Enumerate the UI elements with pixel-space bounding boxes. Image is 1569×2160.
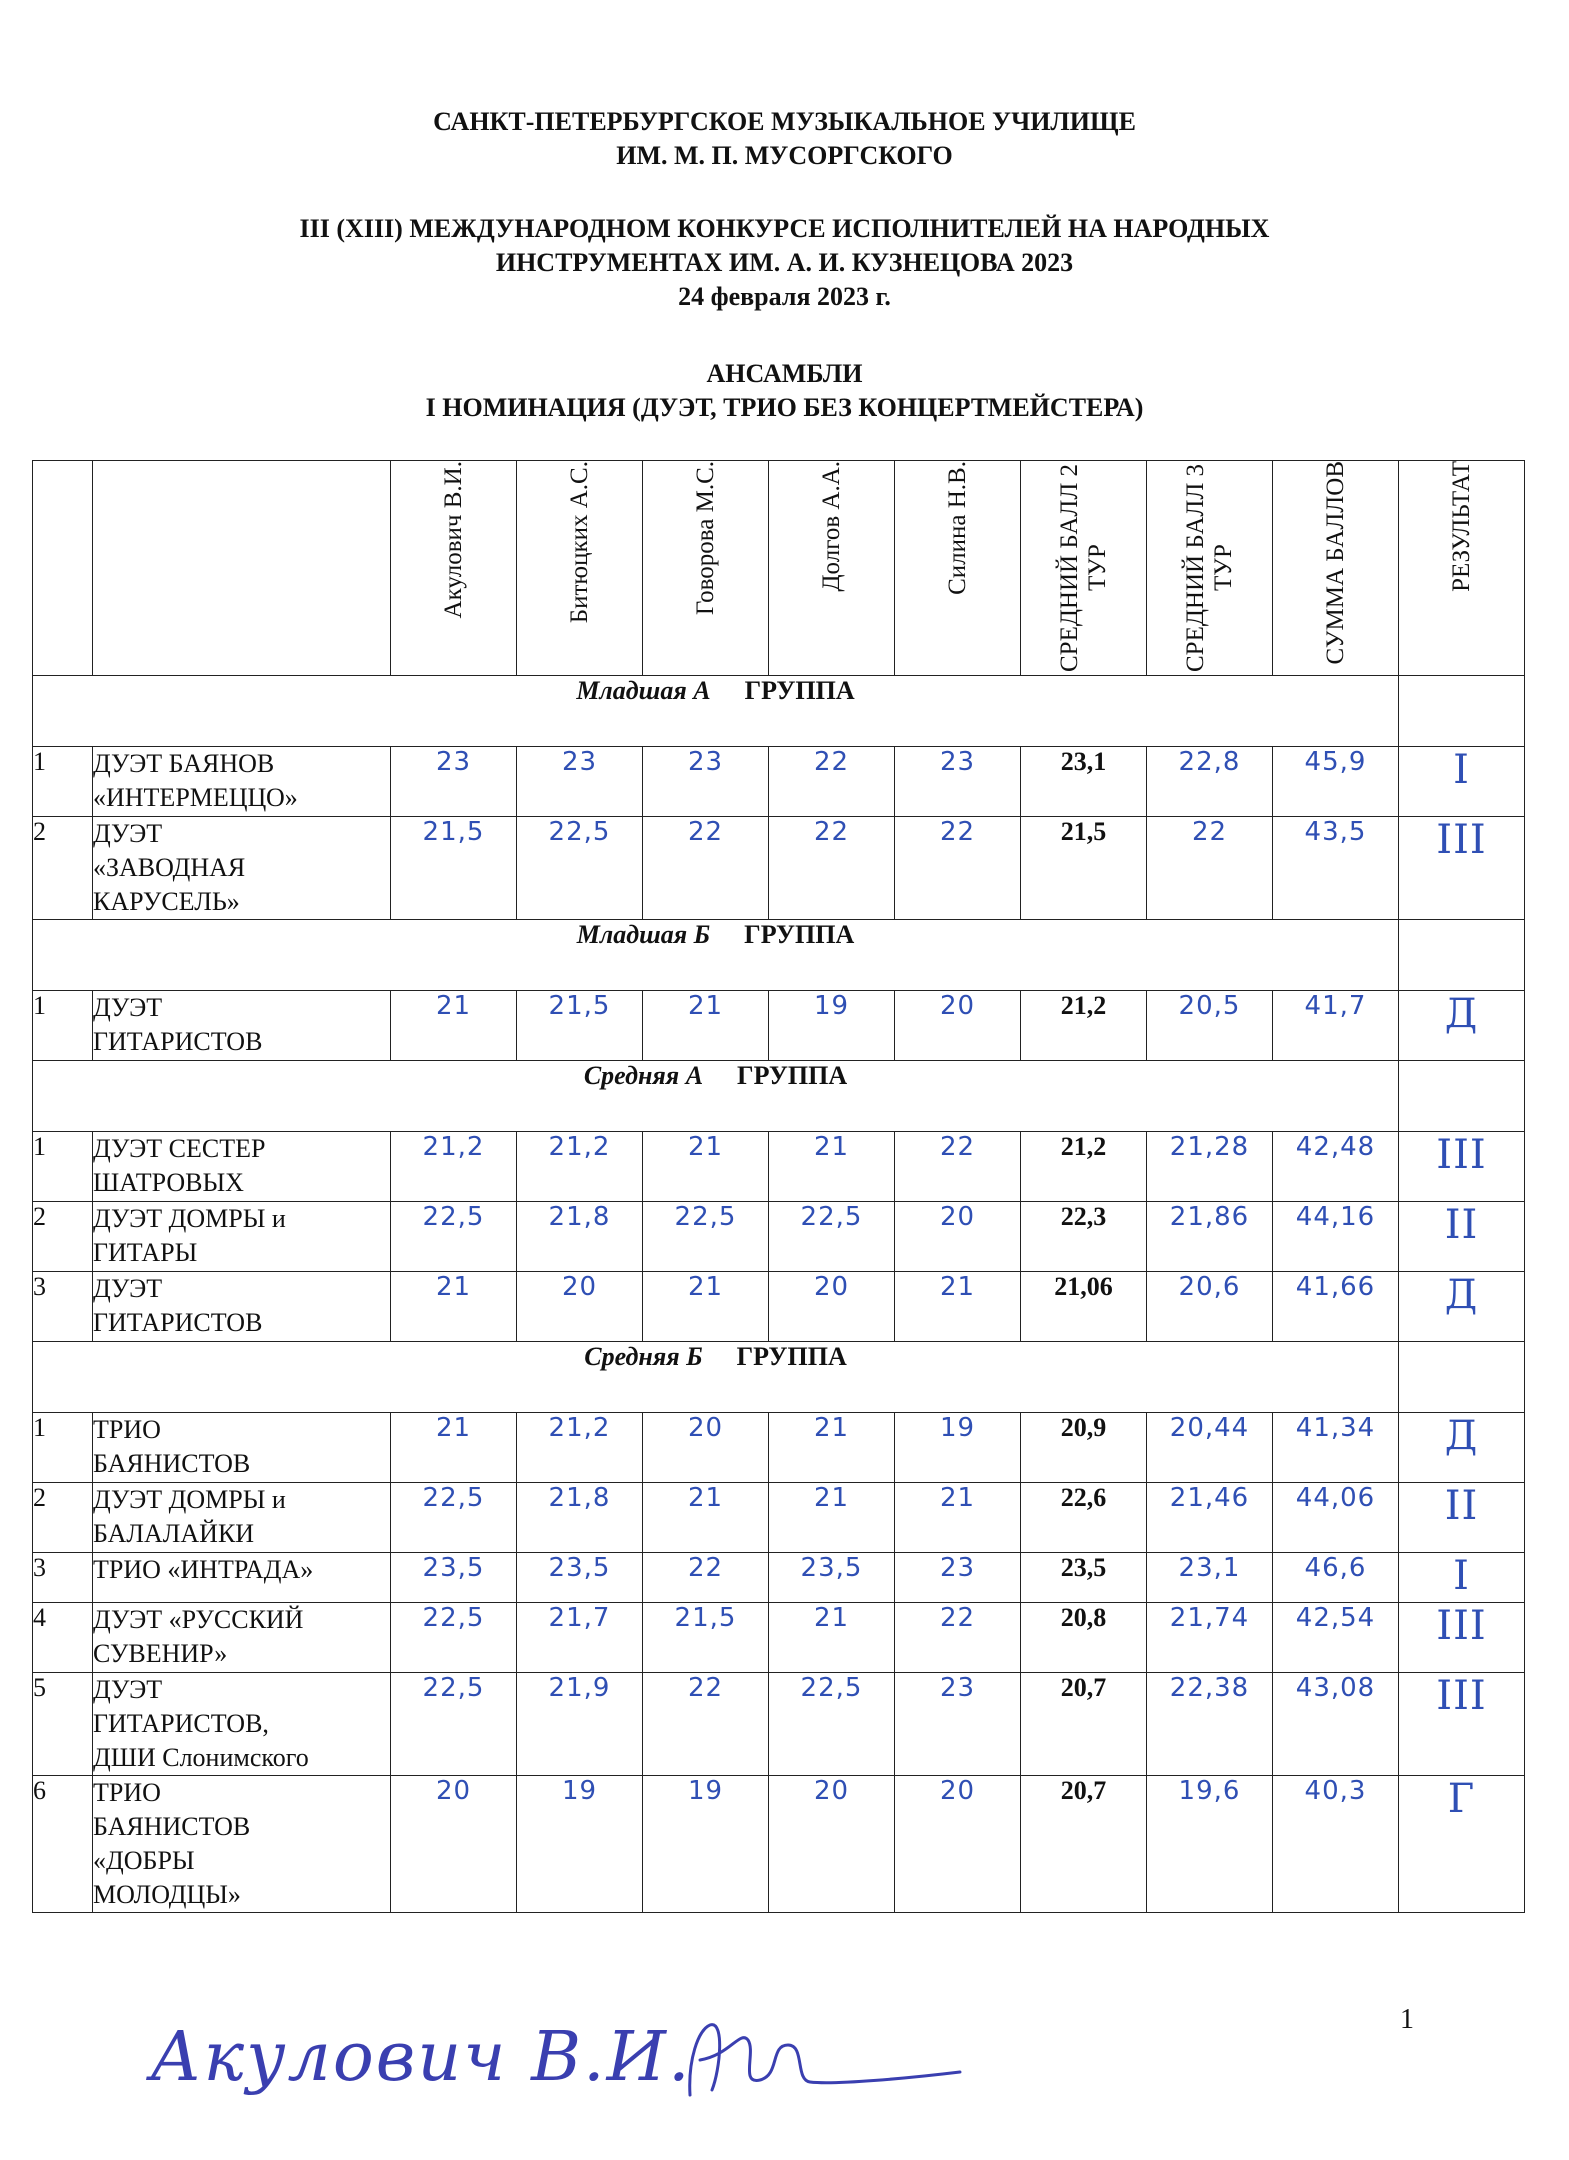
judge-5-score: 21 — [895, 1483, 1021, 1553]
group-result-cell — [1399, 1342, 1525, 1413]
ensemble-name-line: ГИТАРИСТОВ — [93, 1027, 263, 1056]
ensemble-name-line: «ИНТЕРМЕЦЦО» — [93, 783, 298, 812]
score-sum: 43,08 — [1273, 1673, 1399, 1776]
judge-2-score: 21,5 — [517, 991, 643, 1061]
ensemble-name-line: ГИТАРИСТОВ, — [93, 1709, 269, 1738]
group-word: ГРУППА — [736, 1342, 847, 1371]
avg-round2: 23,5 — [1021, 1553, 1147, 1603]
judge-5-score: 20 — [895, 1202, 1021, 1272]
score-sum: 40,3 — [1273, 1776, 1399, 1913]
result-mark: Д — [1399, 1272, 1525, 1342]
institution-line-1: САНКТ-ПЕТЕРБУРГСКОЕ МУЗЫКАЛЬНОЕ УЧИЛИЩЕ — [433, 107, 1136, 136]
judge-1-score: 22,5 — [391, 1673, 517, 1776]
avg-round2: 20,7 — [1021, 1776, 1147, 1913]
ensemble-name-line: ГИТАРЫ — [93, 1238, 198, 1267]
score-sum: 42,48 — [1273, 1132, 1399, 1202]
judge-1-score: 21,2 — [391, 1132, 517, 1202]
judge-1-score: 23 — [391, 747, 517, 817]
group-word: ГРУППА — [744, 920, 855, 949]
group-title — [33, 1342, 1399, 1413]
judge-3-score: 21 — [643, 1272, 769, 1342]
avg-round2: 21,06 — [1021, 1272, 1147, 1342]
ensemble-name-line: ТРИО «ИНТРАДА» — [93, 1555, 314, 1584]
result-mark: Д — [1399, 991, 1525, 1061]
judge-5-header: Силина Н.В. — [895, 461, 1021, 676]
score-sum: 45,9 — [1273, 747, 1399, 817]
row-number: 3 — [33, 1553, 93, 1603]
table-row — [33, 1603, 1525, 1673]
scores-table — [32, 460, 1525, 1913]
judge-1-score: 21 — [391, 991, 517, 1061]
avg-round3: 21,74 — [1147, 1603, 1273, 1673]
row-number: 5 — [33, 1673, 93, 1776]
judge-3-score: 23 — [643, 747, 769, 817]
group-word: ГРУППА — [737, 1061, 848, 1090]
row-number: 2 — [33, 1202, 93, 1272]
avg3-header: СРЕДНИЙ БАЛЛ 3 ТУР — [1147, 461, 1273, 676]
group-name: Средняя Б — [584, 1342, 703, 1371]
judge-2-score: 21,7 — [517, 1603, 643, 1673]
avg-round2: 20,9 — [1021, 1413, 1147, 1483]
ensemble-name-line: ДУЭТ — [93, 819, 163, 848]
judge-4-score: 21 — [769, 1483, 895, 1553]
judge-1-score: 21,5 — [391, 817, 517, 920]
ensemble-name-line: БАЯНИСТОВ — [93, 1812, 251, 1841]
row-number: 1 — [33, 1132, 93, 1202]
avg-round3: 20,6 — [1147, 1272, 1273, 1342]
result-mark: III — [1399, 1132, 1525, 1202]
row-number: 2 — [33, 1483, 93, 1553]
table-row — [33, 1132, 1525, 1202]
result-mark: II — [1399, 1202, 1525, 1272]
ensemble-name — [93, 1272, 391, 1342]
avg2-header: СРЕДНИЙ БАЛЛ 2 ТУР — [1021, 461, 1147, 676]
group-row — [33, 920, 1525, 991]
ensemble-name-line: БАЛАЛАЙКИ — [93, 1519, 255, 1548]
result-header: РЕЗУЛЬТАТ — [1399, 461, 1525, 676]
group-name: Младшая Б — [576, 920, 711, 949]
score-sum: 41,66 — [1273, 1272, 1399, 1342]
judge-5-score: 21 — [895, 1272, 1021, 1342]
group-row — [33, 676, 1525, 747]
row-number: 6 — [33, 1776, 93, 1913]
table-row — [33, 817, 1525, 920]
ensemble-name-line: ГИТАРИСТОВ — [93, 1308, 263, 1337]
judge-5-score: 23 — [895, 1553, 1021, 1603]
judge-1-score: 22,5 — [391, 1603, 517, 1673]
score-sum: 44,16 — [1273, 1202, 1399, 1272]
ensemble-name-line: «ДОБРЫ — [93, 1846, 195, 1875]
avg-round2: 20,8 — [1021, 1603, 1147, 1673]
competition-date: 24 февраля 2023 г. — [678, 282, 891, 311]
judge-2-score: 21,9 — [517, 1673, 643, 1776]
ensemble-name-line: ДУЭТ «РУССКИЙ — [93, 1605, 304, 1634]
judge-3-score: 21 — [643, 991, 769, 1061]
table-row — [33, 991, 1525, 1061]
ensemble-name-line: ДУЭТ — [93, 1274, 163, 1303]
judge-3-header: Говорова М.С. — [643, 461, 769, 676]
competition-line-2: ИНСТРУМЕНТАХ ИМ. А. И. КУЗНЕЦОВА 2023 — [495, 248, 1074, 277]
score-sum: 44,06 — [1273, 1483, 1399, 1553]
ensemble-name-line: ТРИО — [93, 1778, 161, 1807]
group-row — [33, 1061, 1525, 1132]
row-number: 1 — [33, 991, 93, 1061]
ensemble-name — [93, 991, 391, 1061]
table-row — [33, 1202, 1525, 1272]
judge-5-score: 22 — [895, 1132, 1021, 1202]
ensemble-name-line: «ЗАВОДНАЯ — [93, 853, 246, 882]
judge-3-score: 21 — [643, 1132, 769, 1202]
judge-4-score: 23,5 — [769, 1553, 895, 1603]
row-number: 2 — [33, 817, 93, 920]
group-name: Средняя А — [583, 1061, 704, 1090]
result-mark: I — [1399, 1553, 1525, 1603]
table-row — [33, 1673, 1525, 1776]
avg-round2: 23,1 — [1021, 747, 1147, 817]
judge-3-score: 22 — [643, 1673, 769, 1776]
score-sum: 46,6 — [1273, 1553, 1399, 1603]
ensemble-name — [93, 1413, 391, 1483]
ensemble-name — [93, 1603, 391, 1673]
avg-round3: 21,28 — [1147, 1132, 1273, 1202]
judge-5-score: 20 — [895, 991, 1021, 1061]
judge-3-score: 21 — [643, 1483, 769, 1553]
ensemble-name-line: ТРИО — [93, 1415, 161, 1444]
section-title — [0, 357, 1569, 425]
group-row — [33, 1342, 1525, 1413]
competition-line-1: III (XIII) МЕЖДУНАРОДНОМ КОНКУРСЕ ИСПОЛНИТЕЛЕЙ НА НАРОДНЫХ — [299, 214, 1270, 243]
judge-2-score: 23 — [517, 747, 643, 817]
judge-4-header: Долгов А.А. — [769, 461, 895, 676]
judge-4-score: 20 — [769, 1272, 895, 1342]
table-row — [33, 747, 1525, 817]
judge-4-score: 22,5 — [769, 1673, 895, 1776]
group-name: Младшая А — [576, 676, 711, 705]
judge-1-score: 22,5 — [391, 1202, 517, 1272]
judge-4-score: 22 — [769, 747, 895, 817]
row-number: 4 — [33, 1603, 93, 1673]
nomination-name: I НОМИНАЦИЯ (ДУЭТ, ТРИО БЕЗ КОНЦЕРТМЕЙСТЕРА) — [425, 393, 1144, 422]
judge-2-score: 19 — [517, 1776, 643, 1913]
group-title — [33, 920, 1399, 991]
avg-round2: 22,6 — [1021, 1483, 1147, 1553]
judge-4-score: 21 — [769, 1603, 895, 1673]
judge-2-score: 23,5 — [517, 1553, 643, 1603]
judge-2-score: 21,8 — [517, 1202, 643, 1272]
ensemble-name-line: ДУЭТ ДОМРЫ и — [93, 1485, 286, 1514]
judge-4-score: 22 — [769, 817, 895, 920]
institution-line-2: ИМ. М. П. МУСОРГСКОГО — [616, 141, 953, 170]
avg-round2: 20,7 — [1021, 1673, 1147, 1776]
ensemble-name — [93, 1776, 391, 1913]
judge-4-score: 20 — [769, 1776, 895, 1913]
avg-round2: 21,2 — [1021, 991, 1147, 1061]
judge-4-score: 21 — [769, 1413, 895, 1483]
ensemble-name — [93, 1483, 391, 1553]
competition-title — [0, 212, 1569, 314]
row-number: 1 — [33, 1413, 93, 1483]
result-mark: Г — [1399, 1776, 1525, 1913]
ensemble-name — [93, 1132, 391, 1202]
table-row — [33, 1272, 1525, 1342]
avg-round3: 20,5 — [1147, 991, 1273, 1061]
judge-2-score: 22,5 — [517, 817, 643, 920]
avg-round3: 23,1 — [1147, 1553, 1273, 1603]
result-mark: III — [1399, 1603, 1525, 1673]
group-result-cell — [1399, 1061, 1525, 1132]
judge-5-score: 23 — [895, 747, 1021, 817]
judge-1-score: 22,5 — [391, 1483, 517, 1553]
avg-round3: 22,8 — [1147, 747, 1273, 817]
judge-5-score: 20 — [895, 1776, 1021, 1913]
judge-5-score: 23 — [895, 1673, 1021, 1776]
name-header — [93, 461, 391, 676]
ensemble-name — [93, 1202, 391, 1272]
num-header — [33, 461, 93, 676]
judge-1-score: 23,5 — [391, 1553, 517, 1603]
score-sum: 41,7 — [1273, 991, 1399, 1061]
judge-3-score: 22,5 — [643, 1202, 769, 1272]
judge-4-score: 19 — [769, 991, 895, 1061]
ensemble-name-line: ДШИ Слонимского — [93, 1743, 309, 1772]
avg-round2: 21,2 — [1021, 1132, 1147, 1202]
avg-round3: 19,6 — [1147, 1776, 1273, 1913]
ensemble-name-line: ДУЭТ — [93, 993, 163, 1022]
scores-body — [33, 676, 1525, 1913]
judge-3-score: 19 — [643, 1776, 769, 1913]
group-word: ГРУППА — [744, 676, 855, 705]
judge-5-score: 19 — [895, 1413, 1021, 1483]
ensemble-name — [93, 747, 391, 817]
judge-4-score: 22,5 — [769, 1202, 895, 1272]
ensemble-name — [93, 1673, 391, 1776]
judge-3-score: 20 — [643, 1413, 769, 1483]
judge-1-score: 21 — [391, 1413, 517, 1483]
judge-1-header: Акулович В.И. — [391, 461, 517, 676]
judge-2-score: 21,2 — [517, 1413, 643, 1483]
judge-1-score: 20 — [391, 1776, 517, 1913]
avg-round2: 21,5 — [1021, 817, 1147, 920]
group-result-cell — [1399, 676, 1525, 747]
page-number: 1 — [1400, 2004, 1414, 2035]
ensemble-name-line: БАЯНИСТОВ — [93, 1449, 251, 1478]
judge-3-score: 21,5 — [643, 1603, 769, 1673]
ensemble-name-line: ДУЭТ БАЯНОВ — [93, 749, 275, 778]
judge-1-score: 21 — [391, 1272, 517, 1342]
table-row — [33, 1776, 1525, 1913]
result-mark: Д — [1399, 1413, 1525, 1483]
judge-2-header: Битюцких А.С. — [517, 461, 643, 676]
score-sum: 42,54 — [1273, 1603, 1399, 1673]
table-row — [33, 1483, 1525, 1553]
result-mark: III — [1399, 817, 1525, 920]
ensemble-name-line: МОЛОДЦЫ» — [93, 1880, 241, 1909]
group-title — [33, 1061, 1399, 1132]
row-number: 3 — [33, 1272, 93, 1342]
result-mark: II — [1399, 1483, 1525, 1553]
table-row — [33, 1553, 1525, 1603]
judge-3-score: 22 — [643, 817, 769, 920]
group-title — [33, 676, 1399, 747]
header-row — [33, 461, 1525, 676]
ensemble-name-line: ДУЭТ — [93, 1675, 163, 1704]
avg-round3: 22,38 — [1147, 1673, 1273, 1776]
judge-5-score: 22 — [895, 817, 1021, 920]
ensemble-name-line: ШАТРОВЫХ — [93, 1168, 244, 1197]
group-result-cell — [1399, 920, 1525, 991]
avg-round2: 22,3 — [1021, 1202, 1147, 1272]
avg-round3: 21,86 — [1147, 1202, 1273, 1272]
signature-scribble — [670, 2000, 970, 2110]
judge-5-score: 22 — [895, 1603, 1021, 1673]
row-number: 1 — [33, 747, 93, 817]
ensemble-name-line: СУВЕНИР» — [93, 1639, 228, 1668]
ensemble-name-line: ДУЭТ СЕСТЕР — [93, 1134, 266, 1163]
signature-akulovich: Акулович В.И. — [150, 2018, 692, 2097]
institution-title — [0, 105, 1569, 173]
judge-2-score: 21,2 — [517, 1132, 643, 1202]
ensemble-name-line: ДУЭТ ДОМРЫ и — [93, 1204, 286, 1233]
judge-3-score: 22 — [643, 1553, 769, 1603]
judge-2-score: 21,8 — [517, 1483, 643, 1553]
ensemble-name-line: КАРУСЕЛЬ» — [93, 887, 240, 916]
avg-round3: 22 — [1147, 817, 1273, 920]
table-row — [33, 1413, 1525, 1483]
avg-round3: 21,46 — [1147, 1483, 1273, 1553]
result-mark: III — [1399, 1673, 1525, 1776]
ensemble-name — [93, 817, 391, 920]
judge-4-score: 21 — [769, 1132, 895, 1202]
result-mark: I — [1399, 747, 1525, 817]
sum-header: СУММА БАЛЛОВ — [1273, 461, 1399, 676]
score-sum: 41,34 — [1273, 1413, 1399, 1483]
section-name: АНСАМБЛИ — [706, 359, 863, 388]
avg-round3: 20,44 — [1147, 1413, 1273, 1483]
score-sum: 43,5 — [1273, 817, 1399, 920]
ensemble-name — [93, 1553, 391, 1603]
judge-2-score: 20 — [517, 1272, 643, 1342]
